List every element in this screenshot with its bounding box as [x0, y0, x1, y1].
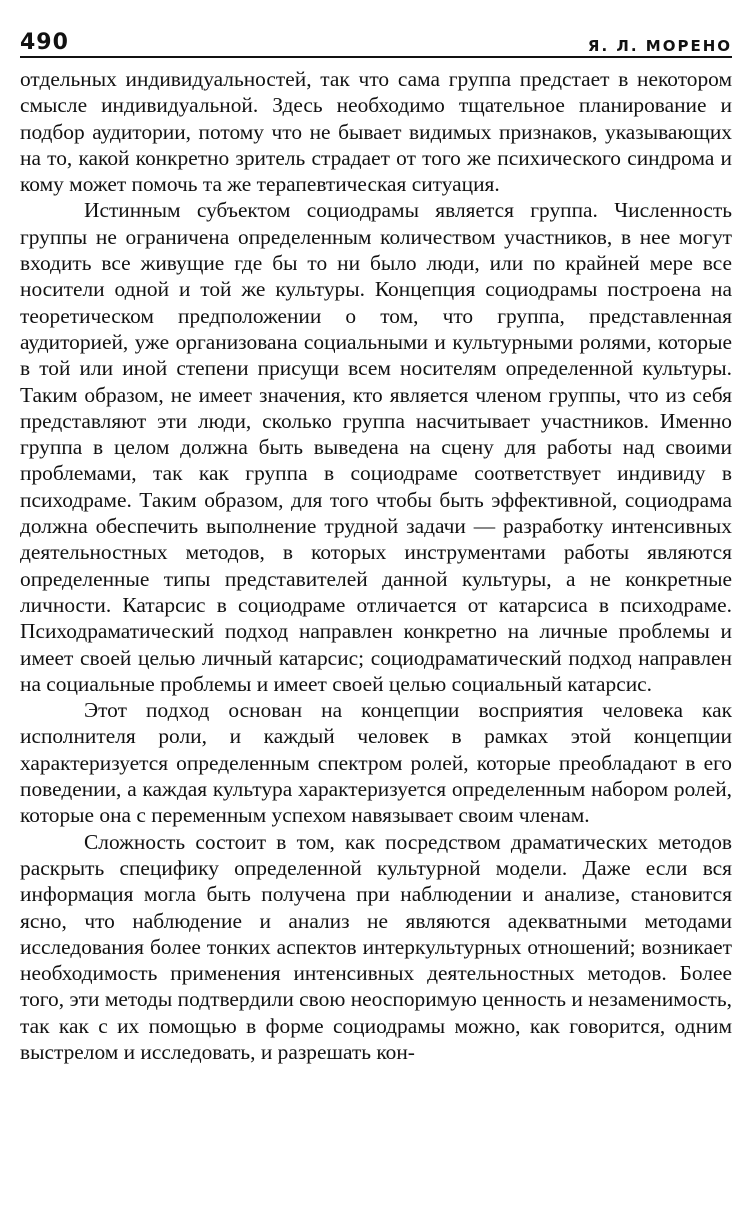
- paragraph: Этот подход основан на концепции восприятия человека как исполнителя роли, и каждый человек в рамках этой концепции характеризуется определенным спектром ролей, которые преобладают в его поведении, а каждая культура характеризуется определенным набором ролей, которые она с переменным успехом навязывает своим членам.: [20, 698, 732, 828]
- page-number: 490: [20, 30, 69, 55]
- running-head: [20, 26, 732, 58]
- paragraph: Истинным субъектом социодрамы является группа. Численность группы не ограничена определенным количеством участников, в нее могут входить все живущие где бы то ни было люди, или по крайней мере все носители одной и той же культуры. Концепция социодрамы построена на теоретическом предположении о том, что группа, представленная аудиторией, уже организована социальными и культурными ролями, которые в той или иной степени присущи всем носителям определенной культуры. Таким образом, не имеет значения, кто является членом группы, что из себя представляют эти люди, сколько группа насчитывает участников. Именно группа в целом должна быть выведена на сцену для работы над своими проблемами, так как группа в социодраме соответствует индивиду в психодраме. Таким образом, для того чтобы быть эффективной, социодрама должна обеспечить выполнение трудной задачи — разработку интенсивных деятельностных методов, в которых инструментами работы являются определенные типы представителей данной культуры, а не конкретные личности. Катарсис в социодраме отличается от катарсиса в психодраме. Психодраматический подход направлен конкретно на личные проблемы и имеет своей целью личный катарсис; социодраматический подход направлен на социальные проблемы и имеет своей целью социальный катарсис.: [20, 198, 732, 696]
- body-text: [20, 66, 732, 1065]
- running-title: Я. Л. МОРЕНО: [587, 37, 732, 55]
- paragraph-continuation: отдельных индивидуальностей, так что сама группа предстает в некотором смысле индивидуальной. Здесь необходимо тщательное планирование и подбор аудитории, потому что не бывает видимых признаков, указывающих на то, какой конкретно зритель страдает от того же психического синдрома и кому может помочь та же терапевтическая ситуация.: [20, 67, 732, 197]
- paragraph: Сложность состоит в том, как посредством драматических методов раскрыть специфику определенной культурной модели. Даже если вся информация могла быть получена при наблюдении и анализе, становится ясно, что наблюдение и анализ не являются адекватными методами исследования более тонких аспектов интеркультурных отношений; возникает необходимость применения интенсивных деятельностных методов. Более того, эти методы подтвердили свою неоспоримую ценность и незаменимость, так как с их помощью в форме социодрамы можно, как говорится, одним выстрелом и исследовать, и разрешать кон-: [20, 829, 732, 1064]
- book-page: [20, 26, 732, 1065]
